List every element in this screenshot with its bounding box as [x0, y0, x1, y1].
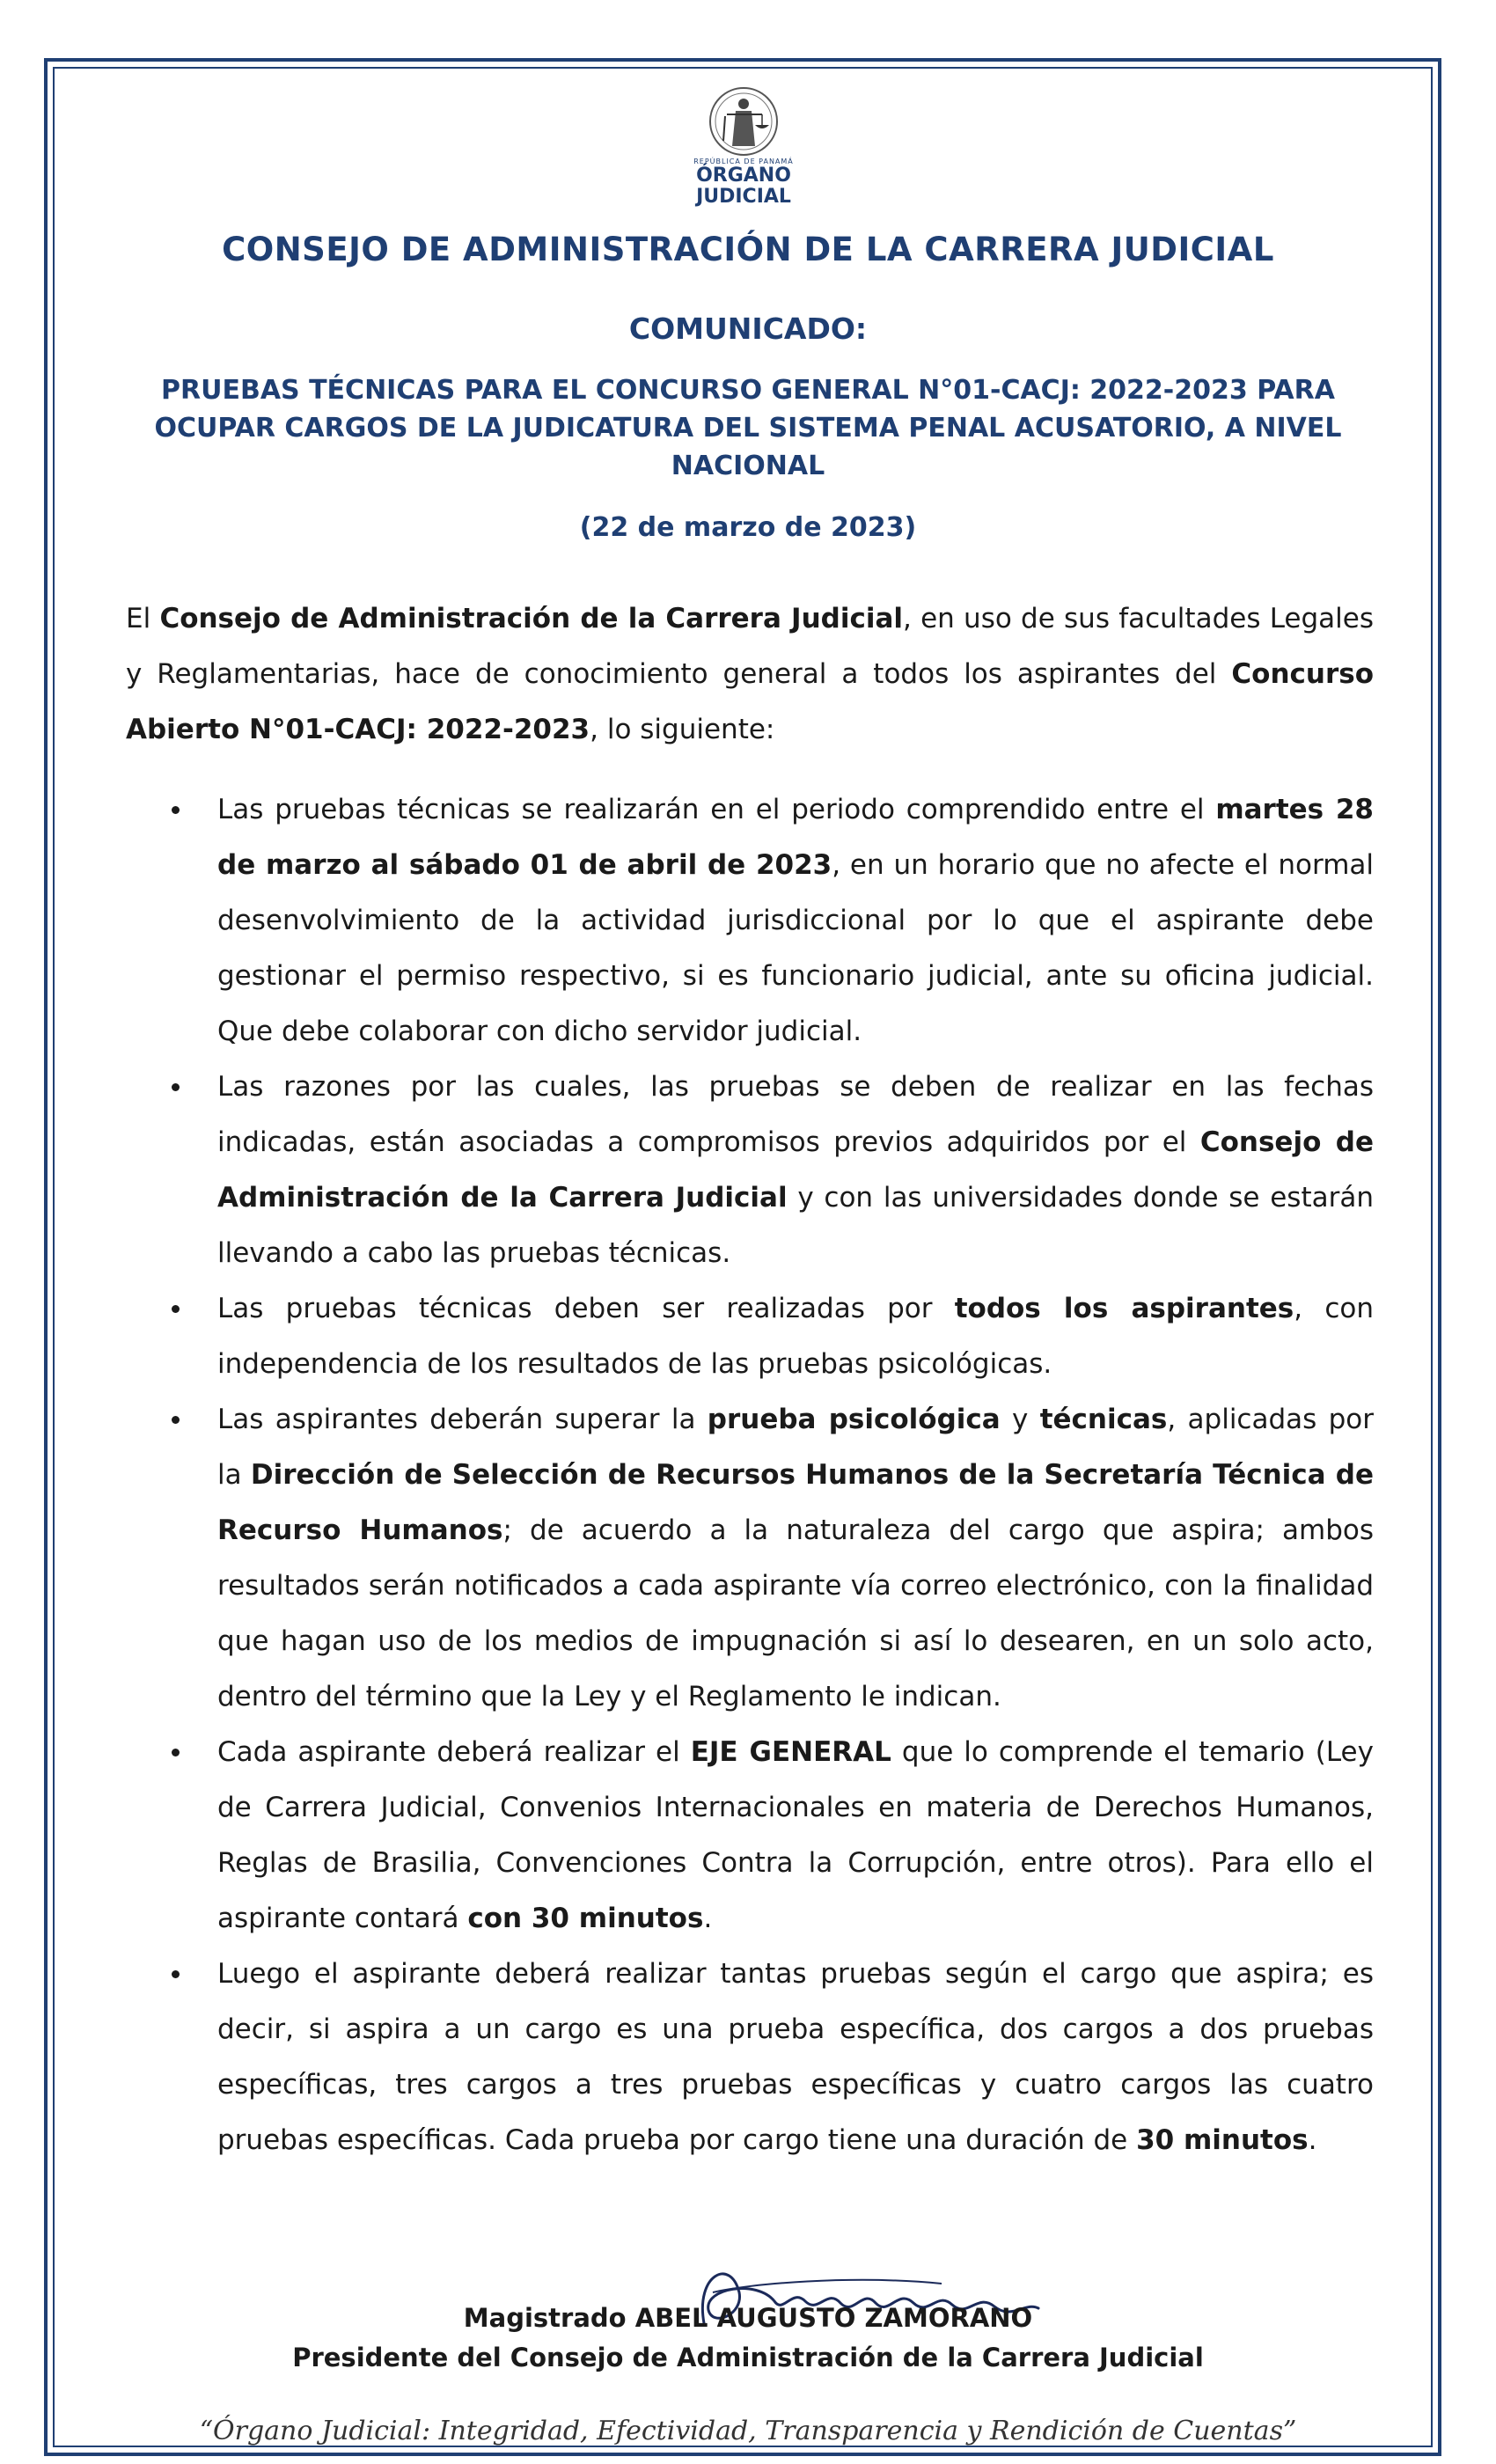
bullet-text: Las razones por las cuales, las pruebas se deben de realizar en las fechas indicadas, están asociadas a compromisos previos adquiridos por el — [217, 1071, 1374, 1158]
organo-judicial-logo — [678, 84, 810, 216]
signatory-role: Presidente del Consejo de Administración de la Carrera Judicial — [292, 2343, 1204, 2372]
intro-bold-2: Concurso Abierto N°01-CACJ: 2022-2023 — [126, 658, 1374, 745]
list-item — [126, 1281, 1374, 1392]
subject-heading: PRUEBAS TÉCNICAS PARA EL CONCURSO GENERAL N°01-CACJ: 2022-2023 PARA OCUPAR CARGOS DE LA JUDICATURA DEL SISTEMA PENAL ACUSATORIO, A NIVEL NACIONAL — [154, 375, 1342, 481]
bullet-text: y con las universidades donde se estarán llevando a cabo las pruebas técnicas. — [217, 1182, 1374, 1269]
list-item — [126, 1060, 1374, 1281]
list-item — [126, 1725, 1374, 1947]
bullet-icon — [172, 1416, 180, 1424]
list-item — [126, 782, 1374, 1060]
bullet-text: , con independencia de los resultados de las pruebas psicológicas. — [217, 1293, 1374, 1380]
list-item — [126, 1947, 1374, 2168]
justice-emblem-icon — [704, 84, 783, 157]
bullet-bold: EJE GENERAL — [690, 1736, 891, 1768]
comunicado-heading: COMUNICADO: — [628, 312, 868, 346]
intro-text-3: , lo siguiente: — [590, 714, 775, 745]
intro-bold-1: Consejo de Administración de la Carrera Judicial — [159, 603, 904, 634]
bullet-bold: martes 28 de marzo al sábado 01 de abril de 2023 — [217, 794, 1374, 881]
date-heading: (22 de marzo de 2023) — [579, 512, 917, 543]
intro-text-2: , en uso de sus facultades Legales y Reglamentarias, hace de conocimiento general a todos los aspirantes del — [126, 603, 1375, 690]
bullet-text: Luego el aspirante deberá realizar tantas pruebas según el cargo que aspira; es decir, si aspira a un cargo es una prueba específica, dos cargos a dos pruebas específicas, tres cargos a tres pruebas específicas y cuatro cargos las cuatro pruebas específicas. Cada prueba por cargo tiene una duración de — [217, 1958, 1374, 2156]
intro-text-1: El — [126, 603, 160, 634]
list-item — [126, 1392, 1374, 1725]
bullet-icon — [172, 1970, 180, 1978]
bullet-bold: con 30 minutos — [467, 1903, 704, 1934]
bullet-bold: todos los aspirantes — [954, 1293, 1294, 1324]
signatory-name: Magistrado ABEL AUGUSTO ZAMORANO — [463, 2303, 1033, 2333]
bullet-text: ; de acuerdo a la naturaleza del cargo que aspira; ambos resultados serán notificados a cada aspirante vía correo electrónico, con la finalidad que hagan uso de los medios de impugnación si así lo desearen, en un solo acto, dentro del término que la Ley y el Reglamento le indican. — [217, 1514, 1374, 1712]
bullet-icon — [172, 806, 180, 814]
bullet-text: que lo comprende el temario (Ley de Carrera Judicial, Convenios Internacionales en materia de Derechos Humanos, Reglas de Brasilia, Convenciones Contra la Corrupción, entre otros). Para ello el aspirante contará — [217, 1736, 1374, 1934]
bullet-text: Cada aspirante deberá realizar el — [217, 1736, 691, 1768]
bullet-bold: Consejo de Administración de la Carrera Judicial — [217, 1126, 1375, 1214]
logo-name-line1: ÓRGANO — [696, 165, 791, 187]
bullet-bold: técnicas — [1039, 1404, 1168, 1435]
intro-paragraph — [126, 591, 1374, 758]
bullet-text: . — [703, 1903, 713, 1934]
bullet-bold: Dirección de Selección de Recursos Humanos de la Secretaría Técnica de Recurso Humanos — [217, 1459, 1374, 1546]
bullet-icon — [172, 1749, 180, 1756]
bullet-bold: 30 minutos — [1136, 2124, 1309, 2156]
logo-republic-text: REPÚBLICA DE PANAMÁ — [693, 158, 794, 165]
bullet-text: Las pruebas técnicas deben ser realizadas por — [217, 1293, 955, 1324]
bullet-list — [126, 782, 1374, 2168]
bullet-icon — [172, 1083, 180, 1091]
bullet-text: Las pruebas técnicas se realizarán en el periodo comprendido entre el — [217, 794, 1216, 825]
bullet-text: . — [1308, 2124, 1317, 2156]
logo-name-line2: JUDICIAL — [696, 186, 791, 208]
footer-motto: “Órgano Judicial: Integridad, Efectividad, Transparencia y Rendición de Cuentas” — [199, 2416, 1297, 2446]
bullet-text: , en un horario que no afecte el normal desenvolvimiento de la actividad jurisdiccional por lo que el aspirante debe gestionar el permiso respectivo, si es funcionario judicial, ante su oficina judicial. Que debe colaborar con dicho servidor judicial. — [217, 849, 1374, 1047]
council-heading: CONSEJO DE ADMINISTRACIÓN DE LA CARRERA JUDICIAL — [222, 231, 1274, 268]
bullet-bold: prueba psicológica — [707, 1404, 1001, 1435]
bullet-text: , aplicadas por la — [217, 1404, 1375, 1491]
bullet-icon — [172, 1305, 180, 1313]
bullet-text: Las aspirantes deberán superar la — [217, 1404, 708, 1435]
bullet-text: y — [1000, 1404, 1040, 1435]
